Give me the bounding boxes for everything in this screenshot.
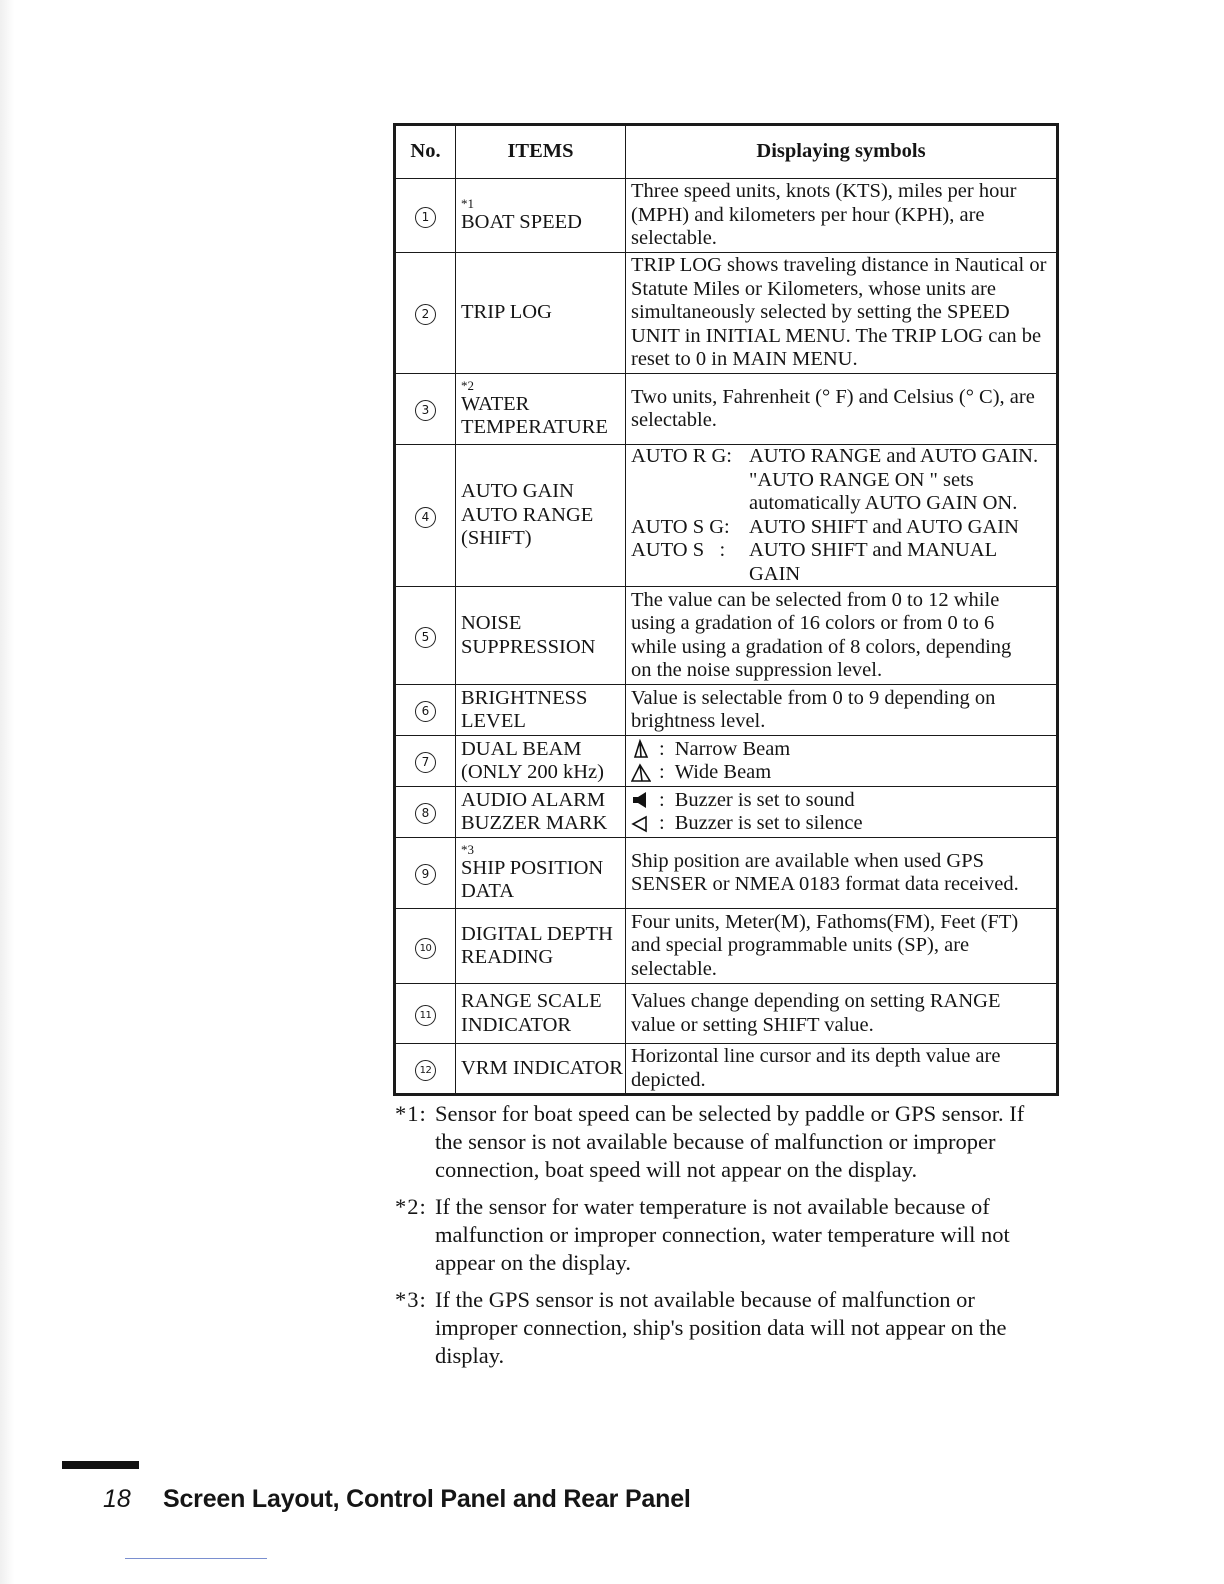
description-cell: Three speed units, knots (KTS), miles per hour (MPH) and kilometers per hour (KPH), are selectable. xyxy=(626,179,1058,253)
auto-mode-value: AUTO SHIFT and MANUAL GAIN xyxy=(749,539,997,585)
auto-mode-key: AUTO S G: xyxy=(631,515,730,538)
item-cell: DIGITAL DEPTH READING xyxy=(456,909,626,984)
description-cell: Four units, Meter(M), Fathoms(FM), Feet (FT) and special programmable units (SP), are selectable. xyxy=(626,909,1058,984)
page-number: 18 xyxy=(103,1485,131,1513)
narrow-beam-icon xyxy=(631,739,651,759)
section-title: Screen Layout, Control Panel and Rear Panel xyxy=(163,1485,691,1513)
description-cell: Two units, Fahrenheit (° F) and Celsius (° C), are selectable. xyxy=(626,374,1058,445)
symbol-cell: : Narrow Beam : Wide Beam xyxy=(626,736,1058,787)
wide-beam-icon xyxy=(631,763,651,783)
footnote xyxy=(395,1100,1055,1184)
auto-mode-key: AUTO S : xyxy=(631,539,726,561)
buzzer-sound-icon xyxy=(631,790,651,810)
description-cell: Value is selectable from 0 to 9 depending on brightness level. xyxy=(626,685,1058,736)
item-cell: RANGE SCALE INDICATOR xyxy=(456,984,626,1044)
footnote-mark: *2: xyxy=(395,1194,427,1219)
row-number: 1 xyxy=(395,179,456,253)
item-cell: BRIGHTNESS LEVEL xyxy=(456,685,626,736)
items-table xyxy=(393,123,1059,1096)
table-row xyxy=(395,253,1058,374)
description-cell: The value can be selected from 0 to 12 while using a gradation of 16 colors or from 0 to 6 while using a gradation of 8 colors, depending on the noise suppression level. xyxy=(626,587,1058,685)
table-row xyxy=(395,1044,1058,1095)
footnote-text: If the GPS sensor is not available because of malfunction or improper connection, ship's position data will not appear on the display. xyxy=(435,1287,1007,1368)
footnote xyxy=(395,1193,1055,1277)
header-symbols: Displaying symbols xyxy=(626,125,1058,179)
footnote-mark: *1: xyxy=(395,1101,427,1126)
auto-mode-value: AUTO SHIFT and AUTO GAIN xyxy=(749,515,1019,538)
table-row xyxy=(395,984,1058,1044)
description-cell: Ship position are available when used GPS SENSER or NMEA 0183 format data received. xyxy=(626,838,1058,909)
row-number: 7 xyxy=(395,736,456,787)
item-cell: NOISE SUPPRESSION xyxy=(456,587,626,685)
row-number: 10 xyxy=(395,909,456,984)
row-number: 11 xyxy=(395,984,456,1044)
table-row xyxy=(395,787,1058,838)
footnotes xyxy=(395,1100,1055,1379)
footnote-ref: *1 xyxy=(461,195,474,211)
header-items: ITEMS xyxy=(456,125,626,179)
item-cell: TRIP LOG xyxy=(456,253,626,374)
auto-mode-key: AUTO R G: xyxy=(631,445,732,467)
table-row xyxy=(395,179,1058,253)
footnote-ref: *3 xyxy=(461,841,474,857)
item-cell: *1 BOAT SPEED xyxy=(456,179,626,253)
auto-mode-value: AUTO RANGE and AUTO GAIN. xyxy=(749,445,1039,467)
row-number: 9 xyxy=(395,838,456,909)
row-number: 6 xyxy=(395,685,456,736)
table-row xyxy=(395,909,1058,984)
table-row xyxy=(395,374,1058,445)
table-row xyxy=(395,445,1058,587)
symbol-cell: : Buzzer is set to sound : Buzzer is set to silence xyxy=(626,787,1058,838)
item-cell: DUAL BEAM (ONLY 200 kHz) xyxy=(456,736,626,787)
description-cell: Values change depending on setting RANGE value or setting SHIFT value. xyxy=(626,984,1058,1044)
footnote-ref: *2 xyxy=(461,377,474,393)
table-row xyxy=(395,736,1058,787)
auto-mode-value: automatically AUTO GAIN ON. xyxy=(749,492,1018,514)
footnote-text: If the sensor for water temperature is not available because of malfunction or improper connection, water temperature will not appear on the display. xyxy=(435,1194,1010,1275)
bottom-divider xyxy=(125,1558,267,1559)
table-header-row xyxy=(395,125,1058,179)
description-cell: Horizontal line cursor and its depth value are depicted. xyxy=(626,1044,1058,1095)
page-footer xyxy=(103,1485,691,1519)
item-cell: *2 WATER TEMPERATURE xyxy=(456,374,626,445)
table-row xyxy=(395,587,1058,685)
auto-mode-cell xyxy=(626,445,1058,587)
footer-rule xyxy=(62,1461,139,1469)
item-cell: VRM INDICATOR xyxy=(456,1044,626,1095)
auto-mode-key xyxy=(631,469,749,493)
item-cell: AUTO GAIN AUTO RANGE (SHIFT) xyxy=(456,445,626,587)
row-number: 8 xyxy=(395,787,456,838)
item-cell: AUDIO ALARM BUZZER MARK xyxy=(456,787,626,838)
footnote-mark: *3: xyxy=(395,1287,427,1312)
header-no: No. xyxy=(395,125,456,179)
row-number: 12 xyxy=(395,1044,456,1095)
item-cell: *3 SHIP POSITION DATA xyxy=(456,838,626,909)
auto-mode-key xyxy=(631,492,749,516)
page-edge-shade xyxy=(0,0,14,1584)
buzzer-silence-icon xyxy=(631,814,651,834)
row-number: 3 xyxy=(395,374,456,445)
row-number: 5 xyxy=(395,587,456,685)
footnote xyxy=(395,1286,1055,1370)
description-cell: TRIP LOG shows traveling distance in Nautical or Statute Miles or Kilometers, whose units are simultaneously selected by setting the SPEED UNIT in INITIAL MENU. The TRIP LOG can be reset to 0 in MAIN MENU. xyxy=(626,253,1058,374)
table-row xyxy=(395,685,1058,736)
row-number: 2 xyxy=(395,253,456,374)
row-number: 4 xyxy=(395,445,456,587)
table-row xyxy=(395,838,1058,909)
auto-mode-value: "AUTO RANGE ON " sets xyxy=(749,468,974,491)
footnote-text: Sensor for boat speed can be selected by paddle or GPS sensor. If the sensor is not available because of malfunction or improper connection, boat speed will not appear on the display. xyxy=(435,1101,1025,1182)
